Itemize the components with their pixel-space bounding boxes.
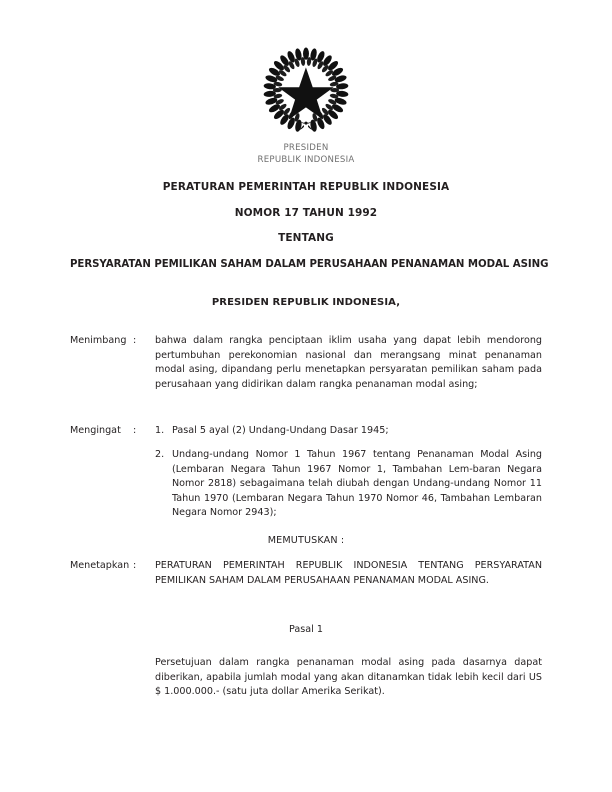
clause-mengingat-label: Mengingat: [70, 425, 121, 436]
heading-regulation-type: PERATURAN PEMERINTAH REPUBLIK INDONESIA: [162, 181, 450, 193]
legal-basis-list: [155, 424, 542, 521]
list-item-text: Undang-undang Nomor 1 Tahun 1967 tentang Penanaman Modal Asing (Lembaran Negara Tahun 1967 Nomor 1, Tambahan Lem-baran Negara Nomor 2818) sebagaimana telah diubah dengan Undang-undang Nomor 11 Tahun 1970 (Lembaran Negara Tahun 1970 Nomor 46, Tambahan Lembaran Negara Nomor 2943);: [172, 449, 542, 519]
list-item: [155, 424, 542, 439]
garuda-star-wreath-emblem: [258, 46, 354, 138]
document-heading: [70, 181, 549, 271]
memutuskan-heading: MEMUTUSKAN :: [267, 535, 345, 546]
emblem-caption-line2: REPUBLIK INDONESIA: [257, 154, 355, 165]
list-item-number: 1.: [155, 425, 165, 436]
clause-menetapkan-body: [155, 559, 542, 588]
emblem-caption-line1: PRESIDEN: [283, 143, 329, 153]
presidential-emblem-block: [0, 46, 612, 166]
clause-menetapkan-colon: :: [133, 560, 137, 571]
clause-menimbang: [70, 334, 542, 392]
heading-number-year: NOMOR 17 TAHUN 1992: [234, 206, 378, 219]
pasal-1-text: Persetujuan dalam rangka penanaman modal asing pada dasarnya dapat diberikan, apabila jumlah modal yang akan ditanamkan tidak lebih kecil dari US $ 1.000.000.- (satu juta dollar Amerika Serikat).: [155, 657, 542, 698]
clause-menetapkan-label: Menetapkan: [70, 560, 130, 571]
heading-about-label: TENTANG: [278, 232, 334, 244]
clause-mengingat-colon: :: [133, 425, 137, 436]
clause-menimbang-text: bahwa dalam rangka penciptaan iklim usaha yang dapat lebih mendorong pertumbuhan perekonomian nasional dan merangsang minat penanaman modal asing, dipandang perlu menetapkan persyaratan pemilikan saham pada perusahaan yang didirikan dalam rangka penanaman modal asing;: [155, 335, 542, 390]
issuing-authority: PRESIDEN REPUBLIK INDONESIA,: [211, 297, 401, 308]
pasal-1-title: Pasal 1: [289, 624, 323, 635]
clause-mengingat-body: [155, 424, 542, 521]
clause-menimbang-label: Menimbang: [70, 335, 127, 346]
clause-menimbang-body: [155, 334, 542, 392]
list-item-text: Pasal 5 ayal (2) Undang-Undang Dasar 1945;: [172, 425, 389, 436]
list-item: [155, 448, 542, 521]
list-item-number: 2.: [155, 449, 165, 461]
emblem-caption: [0, 143, 612, 166]
clause-menetapkan: [70, 559, 542, 588]
heading-subject: PERSYARATAN PEMILIKAN SAHAM DALAM PERUSAHAAN PENANAMAN MODAL ASING: [70, 258, 549, 270]
clause-mengingat: [70, 424, 542, 521]
clause-menimbang-colon: :: [133, 335, 137, 346]
clause-menetapkan-text: PERATURAN PEMERINTAH REPUBLIK INDONESIA TENTANG PERSYARATAN PEMILIKAN SAHAM DALAM PERUSAHAAN PENANAMAN MODAL ASING.: [155, 560, 542, 586]
pasal-1-body: [155, 656, 542, 700]
